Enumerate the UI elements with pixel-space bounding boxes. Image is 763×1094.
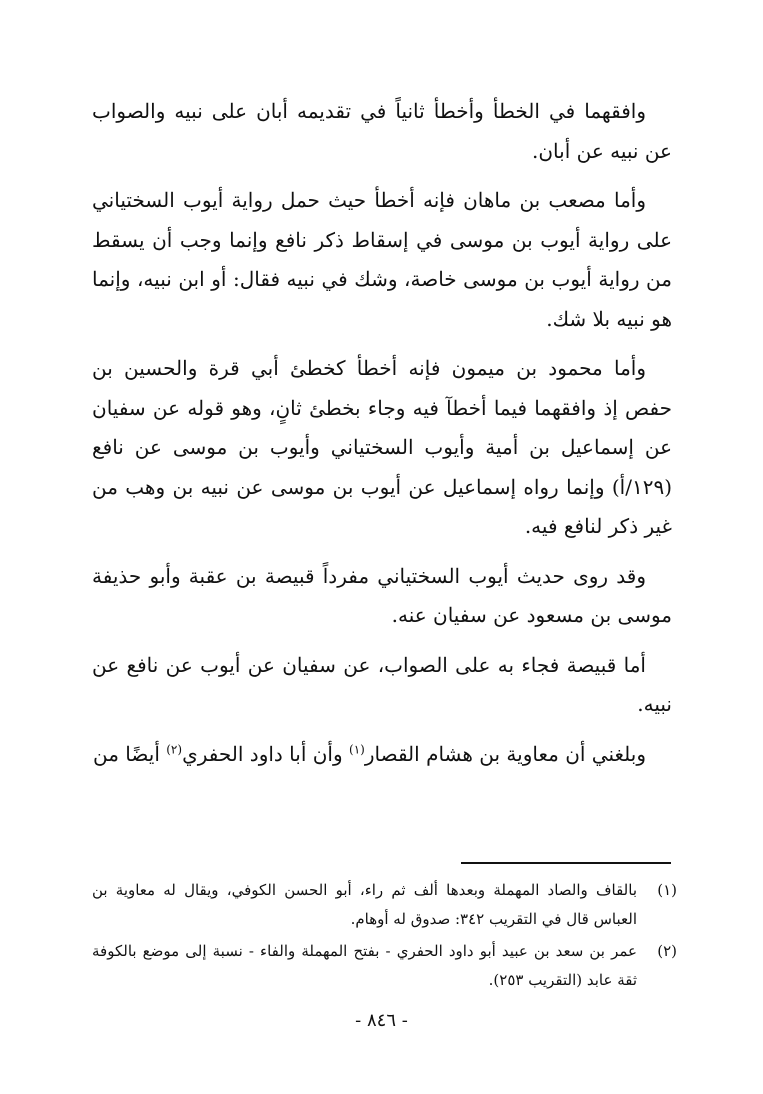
main-text (92, 92, 672, 784)
page-number: - ٨٤٦ - (355, 1010, 408, 1031)
footnote-number: (١) (657, 881, 677, 899)
footnote-number: (٢) (657, 942, 677, 960)
footnote-separator (461, 862, 671, 864)
footnote-1 (92, 876, 677, 933)
paragraph-3: وأما محمود بن ميمون فإنه أخطأ كخطئ أبي قرة والحسين بن حفص إذ وافقهما فيما أخطآ فيه وجاء بخطئ ثانٍ، وهو قوله عن سفيان عن إسماعيل بن أمية وأيوب السختياني وأيوب بن موسى عن نافع (١٢٩/أ) وإنما رواه إسماعيل عن أيوب بن موسى عن نبيه بن وهب من غير ذكر لنافع فيه. (92, 356, 672, 538)
paragraph-6-text-a: وبلغني أن معاوية بن هشام القصار (364, 741, 646, 766)
footnote-text: بالقاف والصاد المهملة وبعدها ألف ثم راء، أبو الحسن الكوفي، ويقال له معاوية بن العباس قال في التقريب ٣٤٢: صدوق له أوهام. (92, 881, 637, 928)
paragraph-1: وافقهما في الخطأ وأخطأ ثانياً في تقديمه أبان على نبيه والصواب عن نبيه عن أبان. (92, 99, 672, 163)
footnote-2 (92, 937, 677, 994)
paragraph-6-text-c: أيضًا من (93, 741, 167, 766)
paragraph-6-text-b: وأن أبا داود الحفري (182, 741, 350, 766)
paragraph-5: أما قبيصة فجاء به على الصواب، عن سفيان عن أيوب عن نافع عن نبيه. (92, 652, 672, 716)
footnote-text: عمر بن سعد بن عبيد أبو داود الحفري - بفتح المهملة والفاء - نسبة إلى موضع بالكوفة ثقة عابد (التقريب ٢٥٣). (92, 942, 637, 989)
footnote-marker-2[interactable]: (٢) (166, 741, 183, 756)
paragraph-4: وقد روى حديث أيوب السختياني مفرداً قبيصة بن عقبة وأبو حذيفة موسى بن مسعود عن سفيان عنه. (92, 563, 672, 627)
paragraph-2: وأما مصعب بن ماهان فإنه أخطأ حيث حمل رواية أيوب السختياني على رواية أيوب بن موسى في إسقاط ذكر نافع وإنما وجب أن يسقط من رواية أيوب بن موسى خاصة، وشك في نبيه فقال: أو ابن نبيه، وإنما هو نبيه بلا شك. (92, 188, 672, 331)
footnotes (92, 876, 677, 998)
footnote-marker-1[interactable]: (١) (349, 741, 365, 756)
paragraph-6 (92, 735, 672, 775)
